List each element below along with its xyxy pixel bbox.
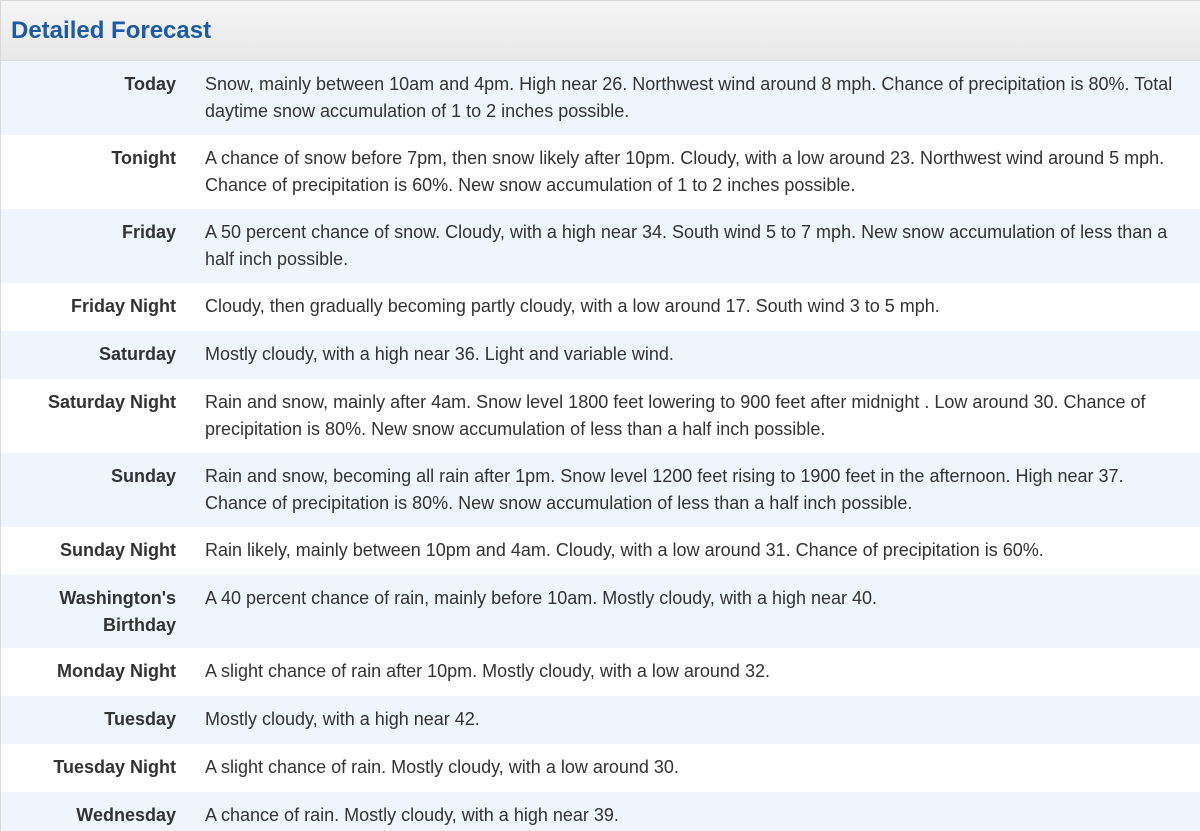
forecast-row (1, 61, 1200, 135)
forecast-row (1, 575, 1200, 648)
forecast-row (1, 331, 1200, 379)
forecast-text: A chance of snow before 7pm, then snow likely after 10pm. Cloudy, with a low around 23. Northwest wind around 5 mph. Chance of precipitation is 60%. New snow accumulation of 1 to 2 inches possible. (205, 148, 1165, 195)
forecast-row (1, 527, 1200, 575)
forecast-text: Cloudy, then gradually becoming partly cloudy, with a low around 17. South wind 3 to 5 mph. (205, 296, 940, 316)
forecast-period-label: Friday (121, 222, 176, 242)
forecast-row (1, 209, 1200, 283)
forecast-row (1, 453, 1200, 527)
forecast-period-label: Sunday Night (60, 540, 176, 560)
panel-heading (1, 1, 1200, 61)
forecast-period-label: Sunday (110, 466, 176, 486)
forecast-row (1, 744, 1200, 792)
forecast-text: A slight chance of rain. Mostly cloudy, with a low around 30. (205, 757, 679, 777)
forecast-row (1, 648, 1200, 696)
forecast-text: Snow, mainly between 10am and 4pm. High near 26. Northwest wind around 8 mph. Chance of precipitation is 80%. Total daytime snow accumulation of 1 to 2 inches possible. (205, 74, 1173, 121)
forecast-text: A slight chance of rain after 10pm. Mostly cloudy, with a low around 32. (205, 661, 770, 681)
forecast-row (1, 792, 1200, 831)
forecast-row (1, 283, 1200, 331)
forecast-row (1, 379, 1200, 453)
forecast-period-label: Friday Night (70, 296, 176, 316)
forecast-period-label: Saturday Night (47, 392, 176, 412)
forecast-text: A 40 percent chance of rain, mainly before 10am. Mostly cloudy, with a high near 40. (205, 588, 878, 608)
forecast-text: Rain and snow, mainly after 4am. Snow level 1800 feet lowering to 900 feet after midnight . Low around 30. Chance of precipitation is 80%. New snow accumulation of less than a half inch possible. (205, 392, 1146, 439)
forecast-period-label: Wednesday (76, 805, 176, 825)
forecast-period-label: Tonight (111, 148, 176, 168)
forecast-text: A 50 percent chance of snow. Cloudy, with a high near 34. South wind 5 to 7 mph. New snow accumulation of less than a half inch possible. (205, 222, 1168, 269)
forecast-period-label: Tuesday (104, 709, 176, 729)
forecast-list (1, 61, 1200, 831)
forecast-text: A chance of rain. Mostly cloudy, with a high near 39. (205, 805, 619, 825)
forecast-period-label: Washington's Birthday (59, 588, 176, 635)
forecast-period-label: Monday Night (57, 661, 176, 681)
forecast-row (1, 696, 1200, 744)
forecast-row (1, 135, 1200, 209)
forecast-text: Rain likely, mainly between 10pm and 4am. Cloudy, with a low around 31. Chance of precipitation is 60%. (205, 540, 1044, 560)
forecast-text: Mostly cloudy, with a high near 36. Light and variable wind. (205, 344, 674, 364)
forecast-period-label: Today (124, 74, 176, 94)
forecast-period-label: Saturday (98, 344, 176, 364)
forecast-period-label: Tuesday Night (53, 757, 176, 777)
forecast-text: Rain and snow, becoming all rain after 1pm. Snow level 1200 feet rising to 1900 feet in the afternoon. High near 37. Chance of precipitation is 80%. New snow accumulation of less than a half inch possible. (205, 466, 1124, 513)
forecast-text: Mostly cloudy, with a high near 42. (205, 709, 480, 729)
page-title: Detailed Forecast (11, 16, 212, 44)
